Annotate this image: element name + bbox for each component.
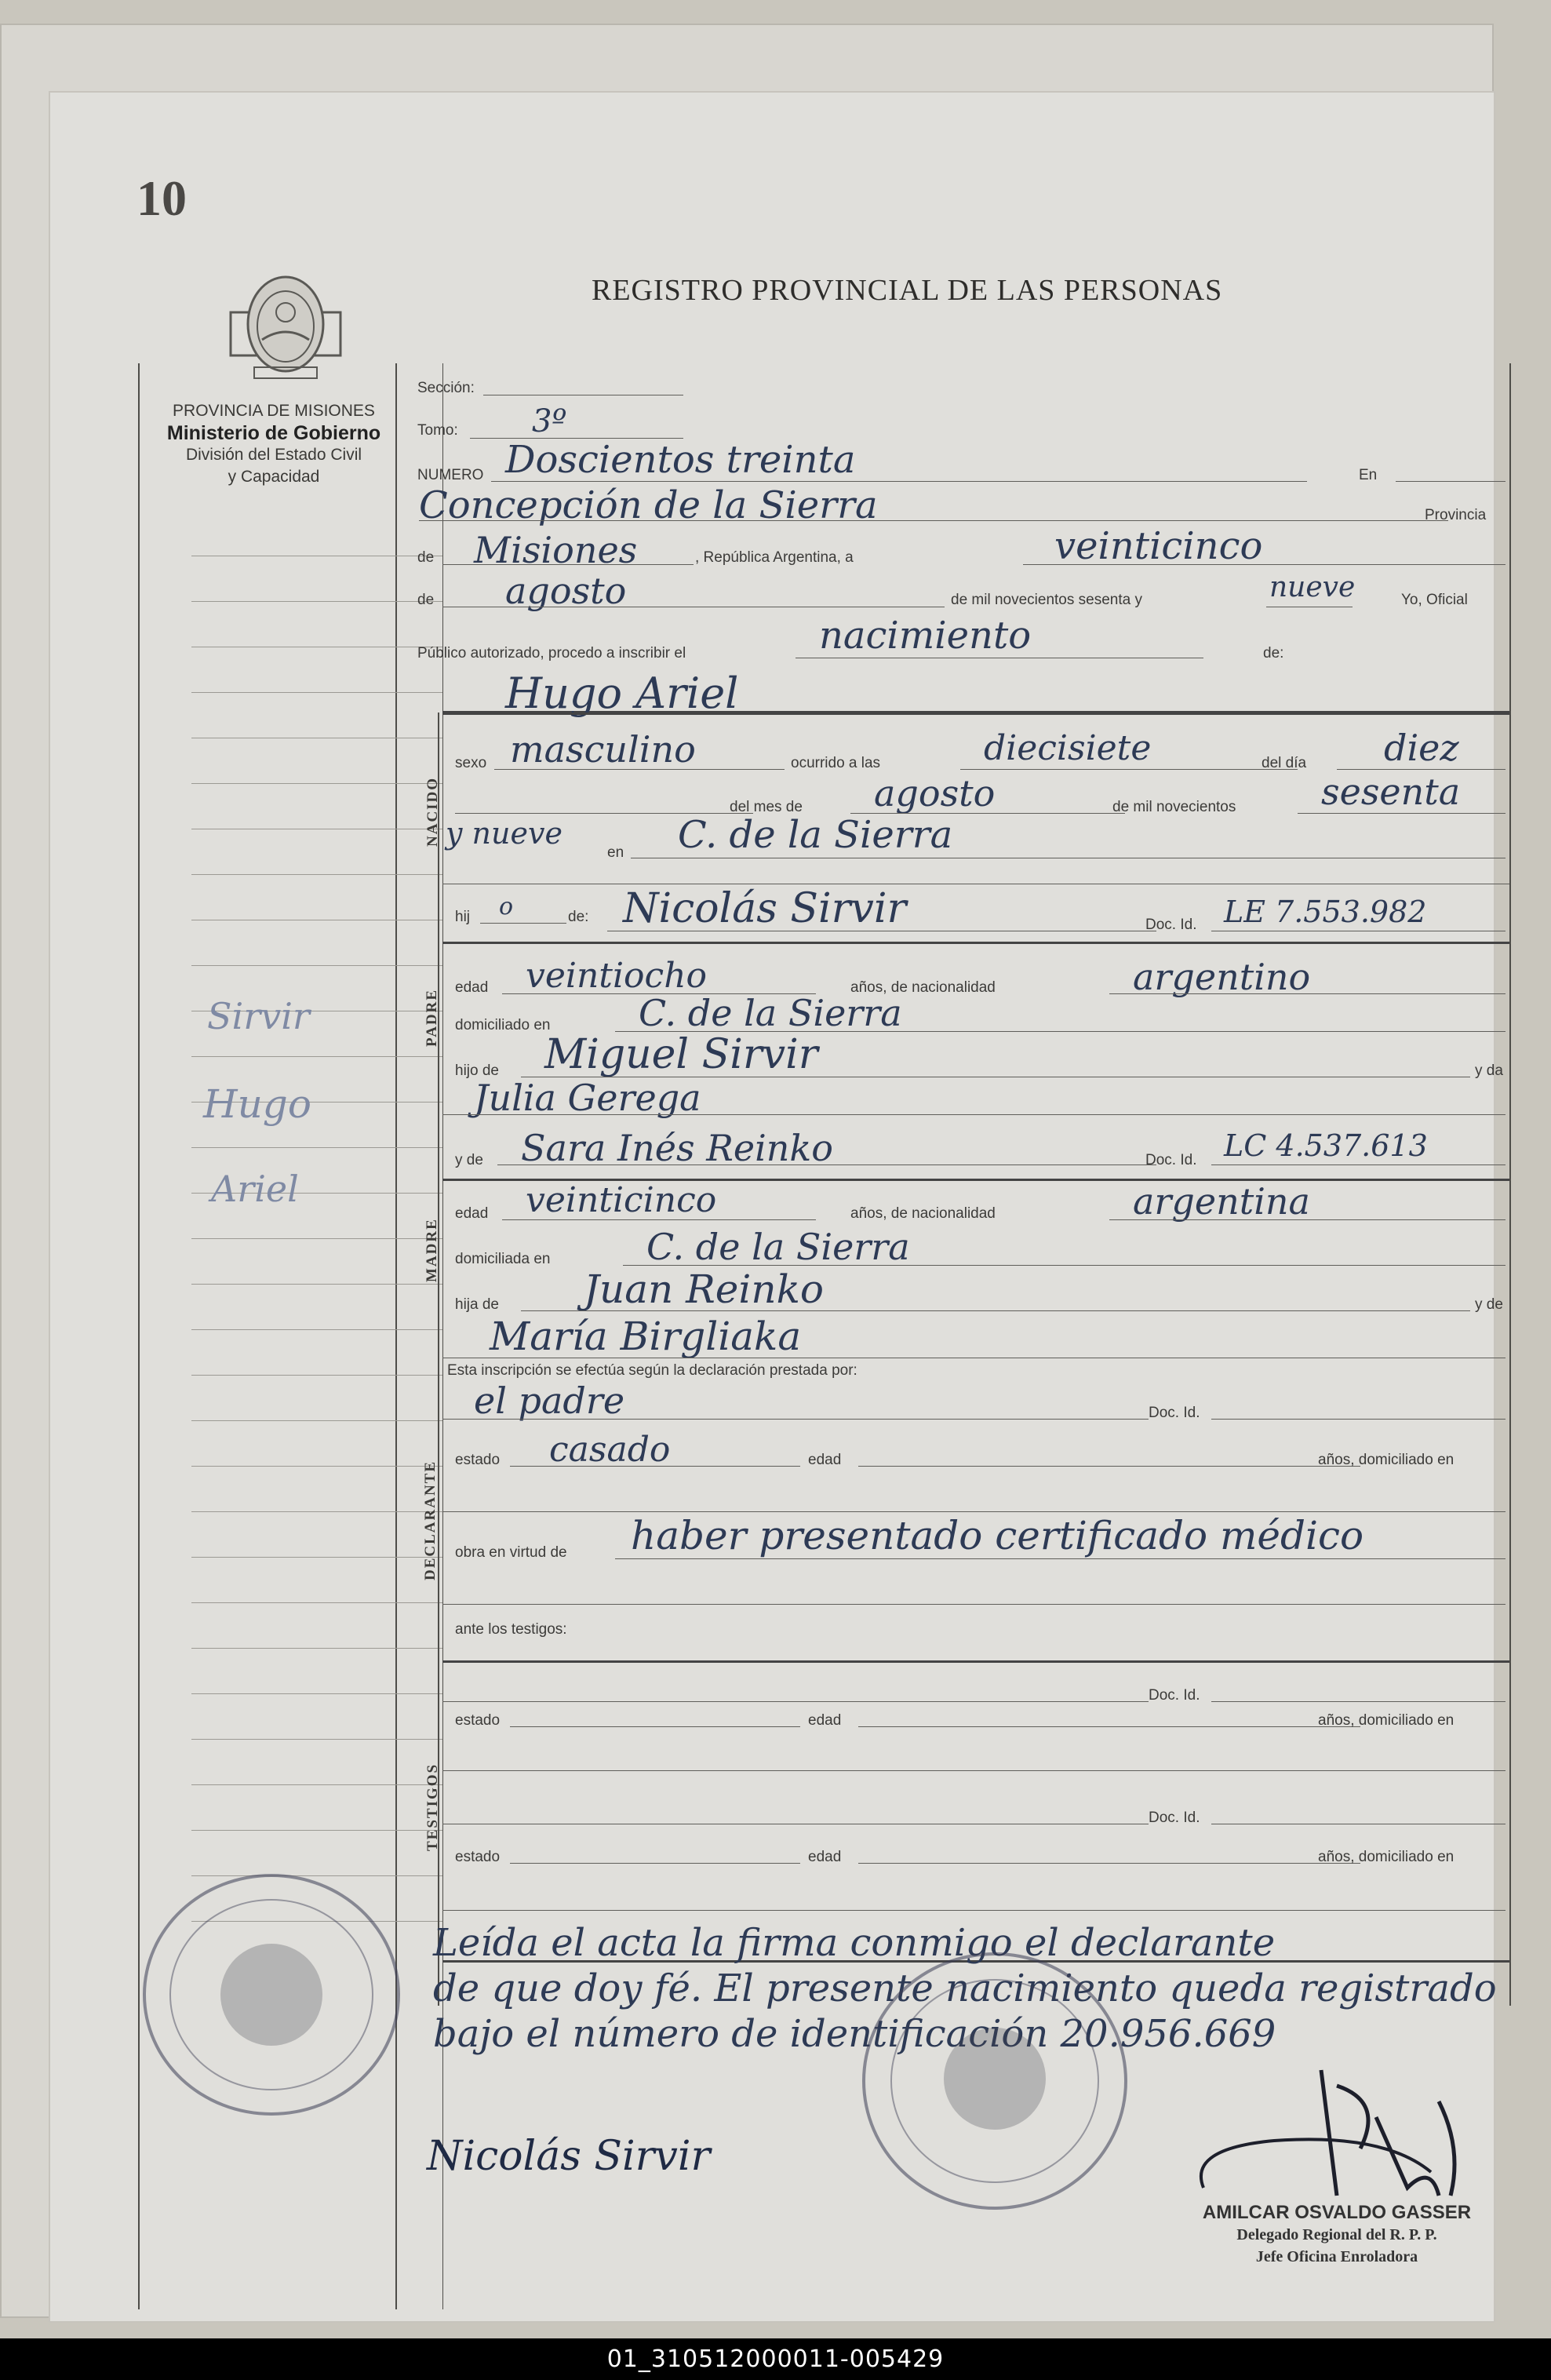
mother-nat-label: años, de nacionalidad	[850, 1205, 996, 1222]
paternal-grandfather: Miguel Sirvir	[544, 1031, 818, 1078]
official-stamp-left	[143, 1874, 400, 2116]
de-colon-label-2: de:	[568, 909, 589, 925]
provincia-label: Provincia	[1425, 507, 1487, 523]
issuer-block	[144, 400, 403, 488]
ante-testigos-label: ante los testigos:	[455, 1621, 567, 1638]
de-colon-label: de:	[1263, 645, 1284, 662]
mother-nat: argentina	[1133, 1180, 1310, 1223]
paternal-grandmother: Julia Gerega	[474, 1077, 701, 1119]
publico-label: Público autorizado, procedo a inscribir el	[417, 645, 686, 662]
numero-value: Doscientos treinta	[505, 438, 856, 482]
sexo-label: sexo	[455, 755, 487, 771]
child-name: Hugo Ariel	[505, 669, 739, 718]
division-label-2: y Capacidad	[228, 468, 320, 486]
officer-role-1: Delegado Regional del R. P. P.	[1236, 2226, 1437, 2243]
mother-doc: LC 4.537.613	[1224, 1128, 1428, 1163]
officer-name: AMILCAR OSVALDO GASSER	[1202, 2202, 1472, 2223]
declarant-doc-label: Doc. Id.	[1149, 1405, 1200, 1421]
day-value: veinticinco	[1054, 524, 1263, 568]
witness2-edad-label: edad	[808, 1849, 842, 1865]
coat-of-arms-icon	[223, 265, 348, 406]
document-page	[50, 93, 1503, 2321]
province-label: PROVINCIA DE MISIONES	[173, 402, 375, 420]
father-nat: argentino	[1133, 956, 1311, 998]
declarant-value: el padre	[474, 1380, 625, 1422]
section-madre: MADRE	[424, 1218, 440, 1282]
birth-month-value: agosto	[874, 772, 996, 815]
officer-signature	[1180, 2054, 1509, 2211]
mother-dom: C. de la Sierra	[646, 1226, 910, 1268]
witness1-estado-label: estado	[455, 1712, 501, 1729]
y-de-label-2: y de	[1475, 1296, 1503, 1313]
mother-age: veinticinco	[526, 1180, 717, 1220]
del-mes-label: del mes de	[730, 799, 803, 815]
father-age-label: edad	[455, 979, 489, 996]
margin-note-surname: Sirvir	[207, 995, 310, 1037]
hij-value: o	[499, 893, 514, 920]
witness1-dom-label: años, domiciliado en	[1318, 1712, 1455, 1729]
anos-dom-label: años, domiciliado en	[1318, 1452, 1455, 1468]
witness2-dom-label: años, domiciliado en	[1318, 1849, 1455, 1865]
witness2-estado-label: estado	[455, 1849, 501, 1865]
birth-day-value: diez	[1384, 727, 1459, 769]
closing-line-2: de que doy fé. El presente nacimiento queda registrado	[433, 1966, 1497, 2010]
section-declarante: DECLARANTE	[422, 1460, 439, 1580]
republica-label: , República Argentina, a	[695, 549, 854, 566]
en-label: En	[1359, 467, 1378, 483]
hija-de-label: hija de	[455, 1296, 499, 1313]
officer-role-2: Jefe Oficina Enroladora	[1255, 2248, 1418, 2265]
en-label-2: en	[607, 844, 624, 861]
father-age: veintiocho	[526, 956, 708, 996]
closing-line-3: bajo el número de identificación 20.956.669	[433, 2012, 1276, 2056]
year-value: nueve	[1269, 571, 1356, 603]
official-stamp-right	[862, 1952, 1127, 2210]
place-value: Concepción de la Sierra	[419, 483, 878, 527]
ministry-label: Ministerio de Gobierno	[166, 422, 381, 444]
tomo-value: 3º	[532, 403, 567, 439]
de-mil-label: de mil novecientos sesenta y	[951, 592, 1142, 608]
father-dom-label: domiciliado en	[455, 1017, 551, 1033]
hij-label: hij	[455, 909, 471, 925]
civil-status-value: casado	[549, 1430, 671, 1470]
virtue-value: haber presentado certificado médico	[631, 1513, 1364, 1558]
witness2-doc-label: Doc. Id.	[1149, 1810, 1200, 1826]
tomo-label: Tomo:	[417, 422, 458, 439]
margin-rule-left	[138, 363, 140, 2309]
father-name: Nicolás Sirvir	[623, 885, 907, 932]
del-dia-label: del día	[1262, 755, 1307, 771]
father-doc-label: Doc. Id.	[1145, 917, 1197, 933]
numero-label: NUMERO	[417, 467, 484, 483]
month-value: agosto	[505, 570, 627, 612]
hijo-de-label: hijo de	[455, 1062, 499, 1079]
image-footer-id: 01_310512000011-005429	[0, 2338, 1551, 2380]
maternal-grandmother: María Birgliaka	[490, 1314, 802, 1359]
witness1-edad-label: edad	[808, 1712, 842, 1729]
hour-value: diecisiete	[984, 728, 1152, 768]
de-label-2: de	[417, 592, 435, 608]
act-value: nacimiento	[819, 614, 1032, 658]
closing-line-1: Leída el acta la firma conmigo el declarante	[433, 1921, 1276, 1965]
y-da-label: y da	[1475, 1062, 1503, 1079]
seccion-label: Sección:	[417, 380, 475, 396]
maternal-grandfather: Juan Reinko	[584, 1267, 824, 1312]
father-doc: LE 7.553.982	[1224, 895, 1427, 929]
birth-year-1: sesenta	[1321, 771, 1461, 813]
birth-place-value: C. de la Sierra	[678, 813, 953, 857]
yo-oficial-label: Yo, Oficial	[1401, 592, 1468, 608]
margin-note-name2: Ariel	[211, 1168, 299, 1210]
estado-label: estado	[455, 1452, 501, 1468]
y-de-label: y de	[455, 1152, 483, 1168]
declarant-signature: Nicolás Sirvir	[427, 2133, 711, 2180]
section-testigos: TESTIGOS	[424, 1762, 441, 1851]
mother-name: Sara Inés Reinko	[521, 1127, 833, 1169]
page-title: REGISTRO PROVINCIAL DE LAS PERSONAS	[592, 274, 1223, 307]
section-nacido: NACIDO	[424, 776, 441, 847]
officer-block	[1149, 2202, 1525, 2268]
de-mil-novecientos-label: de mil novecientos	[1112, 799, 1236, 815]
mother-doc-label: Doc. Id.	[1145, 1152, 1197, 1168]
form-rule-right	[1509, 363, 1511, 1697]
obra-label: obra en virtud de	[455, 1544, 567, 1561]
provincia-value: Misiones	[474, 529, 638, 571]
birth-year-2: y nueve	[446, 816, 563, 851]
de-label: de	[417, 549, 435, 566]
mother-dom-label: domiciliada en	[455, 1251, 551, 1267]
father-nat-label: años, de nacionalidad	[850, 979, 996, 996]
sex-value: masculino	[510, 728, 696, 771]
edad-label-2: edad	[808, 1452, 842, 1468]
section-padre: PADRE	[424, 988, 440, 1047]
witness1-doc-label: Doc. Id.	[1149, 1687, 1200, 1704]
father-dom: C. de la Sierra	[639, 992, 902, 1034]
division-label: División del Estado Civil	[185, 446, 362, 464]
page-number: 10	[137, 170, 187, 226]
ocurrido-label: ocurrido a las	[791, 755, 881, 771]
declaracion-label: Esta inscripción se efectúa según la declaración prestada por:	[447, 1362, 857, 1379]
margin-note-name1: Hugo	[203, 1081, 311, 1127]
mother-age-label: edad	[455, 1205, 489, 1222]
